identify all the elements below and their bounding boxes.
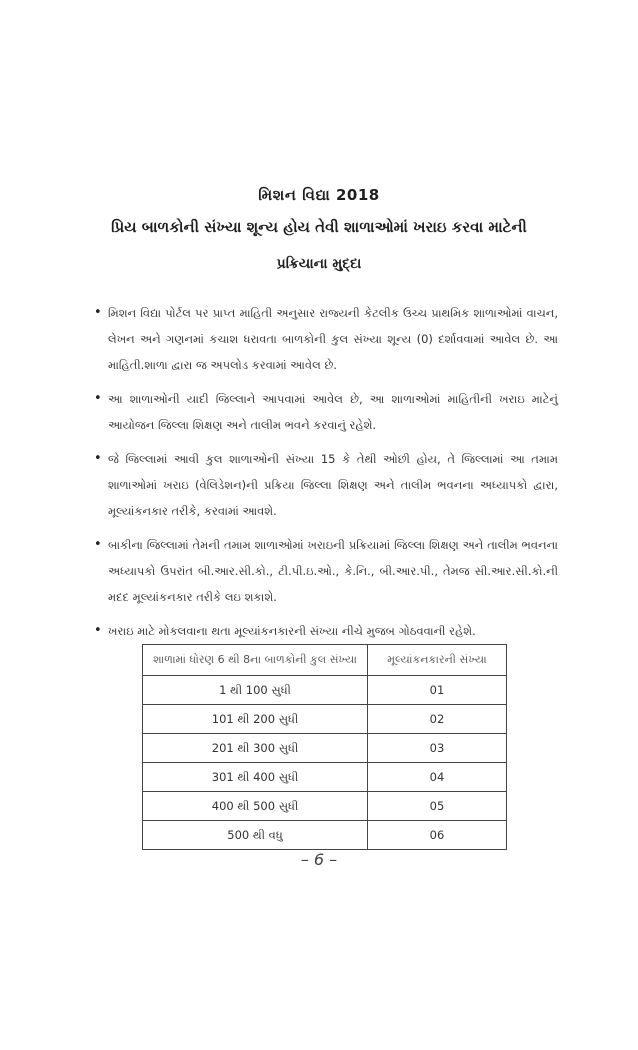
student-range-cell: 400 થી 500 સુધી <box>143 792 368 821</box>
bullet-item <box>88 532 558 610</box>
bullet-icon: • <box>94 391 102 406</box>
bullet-item <box>88 618 558 644</box>
evaluator-count-cell: 01 <box>368 676 507 705</box>
bullet-icon: • <box>94 451 102 466</box>
bullet-text: આ શાળાઓની યાદી જિલ્લાને આપવામાં આવેલ છે, આ શાળાઓમાં માહિતીની ખરાઇ માટેનું આયોજન જિલ્લા શિક્ષણ અને તાલીમ ભવને કરવાનું રહેશે. <box>108 392 558 432</box>
bullet-text: બાકીના જિલ્લામાં તેમની તમામ શાળાઓમાં ખરાઇની પ્રક્રિયામાં જિલ્લા શિક્ષણ અને તાલીમ ભવનના અધ્યાપકો ઉપરાંત બી.આર.સી.કો., ટી.પી.ઇ.ઓ., કે.નિ., બી.આર.પી., તેમજ સી.આર.સી.કો.ની મદદ મૂલ્યાંકનકાર તરીકે લઇ શકાશે. <box>108 538 558 604</box>
evaluator-count-cell: 04 <box>368 763 507 792</box>
document-heading: પ્રક્રિયાના મુદ્દા <box>276 256 362 272</box>
student-range-cell: 500 થી વધુ <box>143 821 368 850</box>
document-subtitle: પ્રિય બાળકોની સંખ્યા શૂન્ય હોય તેવી શાળાઓમાં ખરાઇ કરવા માટેની <box>111 218 527 236</box>
bullet-item <box>88 386 558 438</box>
evaluator-count-cell: 06 <box>368 821 507 850</box>
evaluator-count-cell: 02 <box>368 705 507 734</box>
student-range-cell: 101 થી 200 સુધી <box>143 705 368 734</box>
table-row <box>143 676 507 705</box>
bullet-icon: • <box>94 537 102 552</box>
table-row <box>143 705 507 734</box>
bullet-item <box>88 446 558 524</box>
bullet-icon: • <box>94 623 102 638</box>
table-header-row <box>143 645 507 676</box>
document-title: મિશન વિદ્યા 2018 <box>258 186 380 204</box>
table-row <box>143 792 507 821</box>
header-evaluator-count: મૂલ્યાંકનકારની સંખ્યા <box>368 645 507 676</box>
evaluator-table <box>142 644 507 850</box>
table-row <box>143 734 507 763</box>
student-range-cell: 301 થી 400 સુધી <box>143 763 368 792</box>
student-range-cell: 201 થી 300 સુધી <box>143 734 368 763</box>
bullet-text: મિશન વિદ્યા પોર્ટલ પર પ્રાપ્ત માહિતી અનુસાર રાજ્યની કેટલીક ઉચ્ચ પ્રાથમિક શાળાઓમાં વાચન, લેખન અને ગણનમાં કચાશ ધરાવતા બાળકોની કુલ સંખ્યા શૂન્ય (0) દર્શાવવામાં આવેલ છે. આ માહિતી.શાળા દ્વારા જ અપલોડ કરવામાં આવેલ છે. <box>108 306 558 372</box>
bullet-icon: • <box>94 305 102 320</box>
header-student-count: શાળામાં ધોરણ 6 થી 8ના બાળકોની કુલ સંખ્યા <box>143 645 368 676</box>
page-number: – 6 – <box>300 850 338 869</box>
table-row <box>143 821 507 850</box>
bullet-item <box>88 300 558 378</box>
student-range-cell: 1 થી 100 સુધી <box>143 676 368 705</box>
bullet-list <box>88 300 558 652</box>
bullet-text: જે જિલ્લામાં આવી કુલ શાળાઓની સંખ્યા 15 કે તેથી ઓછી હોય, તે જિલ્લામાં આ તમામ શાળાઓમાં ખરાઇ (વેલિડેશન)ની પ્રક્રિયા જિલ્લા શિક્ષણ અને તાલીમ ભવનના અધ્યાપકો દ્વારા, મૂલ્યાંકનકાર તરીકે, કરવામાં આવશે. <box>108 452 558 518</box>
bullet-text: ખરાઇ માટે મોકલવાના થતા મૂલ્યાંકનકારની સંખ્યા નીચે મુજબ ગોઠવવાની રહેશે. <box>108 624 476 638</box>
evaluator-count-cell: 05 <box>368 792 507 821</box>
evaluator-table-wrapper <box>142 644 507 850</box>
table-row <box>143 763 507 792</box>
evaluator-count-cell: 03 <box>368 734 507 763</box>
